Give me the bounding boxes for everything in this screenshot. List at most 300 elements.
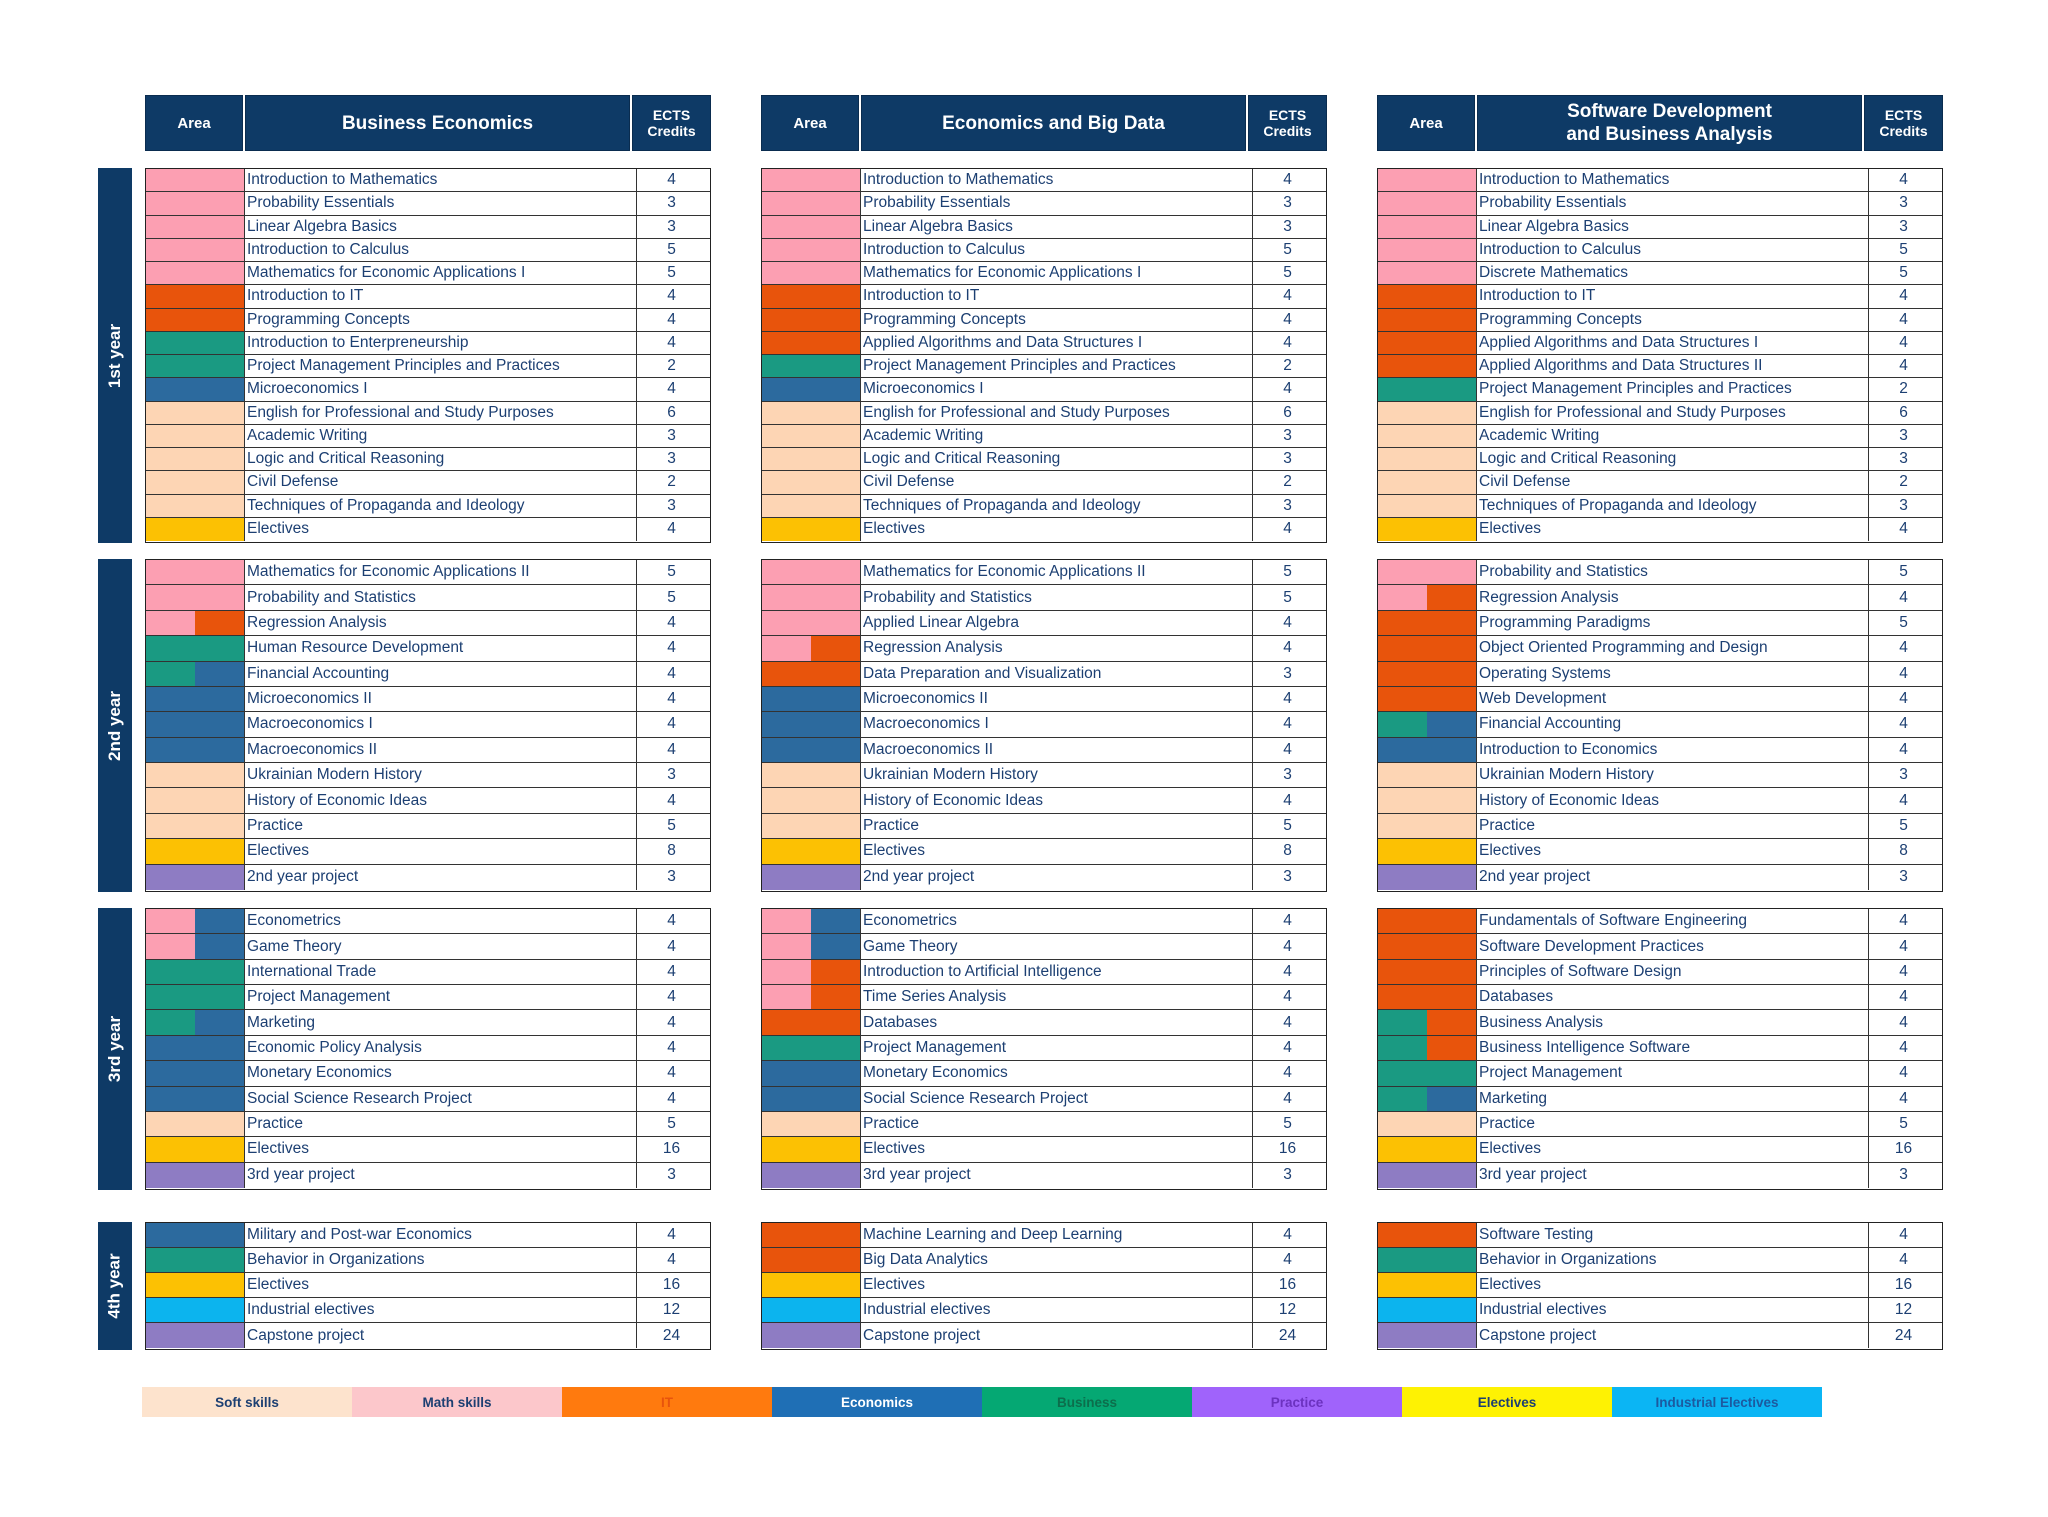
area-swatch: [811, 960, 860, 984]
area-swatch: [1378, 788, 1476, 812]
area-swatch: [146, 1137, 244, 1161]
course-name: Marketing: [244, 1010, 637, 1034]
course-credits: 4: [667, 380, 676, 398]
course-row: [762, 738, 1326, 763]
course-name: Project Management Principles and Practices: [244, 355, 637, 377]
area-swatch: [1378, 169, 1476, 191]
area-color-cell: [1378, 518, 1477, 541]
course-name: Electives: [244, 518, 637, 541]
area-swatch: [762, 662, 860, 686]
course-credits: 4: [667, 715, 676, 733]
year-label: [98, 1222, 132, 1350]
course-name: Financial Accounting: [244, 662, 637, 686]
course-credits: 4: [1899, 715, 1908, 733]
course-name: Industrial electives: [860, 1298, 1253, 1322]
course-credits: 4: [1899, 588, 1908, 606]
area-color-cell: [146, 960, 245, 984]
area-swatch: [1378, 262, 1476, 284]
program-title-text: [1566, 100, 1772, 146]
course-name: Regression Analysis: [860, 636, 1253, 660]
course-row: [762, 192, 1326, 215]
area-color-cell: [146, 1036, 245, 1060]
area-color-cell: [762, 839, 861, 863]
course-name: 2nd year project: [244, 865, 637, 890]
course-row: [1378, 865, 1942, 890]
legend-item: Industrial Electives: [1612, 1387, 1822, 1417]
course-name: Ukrainian Modern History: [244, 763, 637, 787]
course-row: [762, 402, 1326, 425]
year-label-text: 2nd year: [105, 690, 124, 761]
course-credits: 4: [1899, 664, 1908, 682]
area-swatch: [762, 169, 860, 191]
course-credits: 3: [1283, 766, 1292, 784]
area-swatch: [146, 1112, 244, 1136]
area-swatch: [1378, 738, 1476, 762]
course-row: [1378, 425, 1942, 448]
area-header: Area: [1377, 95, 1475, 151]
course-row: [762, 1323, 1326, 1348]
area-swatch: [1378, 216, 1476, 238]
area-color-cell: [762, 1137, 861, 1161]
area-color-cell: [1378, 402, 1477, 424]
area-color-cell: [1378, 934, 1477, 958]
area-swatch: [1378, 332, 1476, 354]
area-color-cell: [762, 471, 861, 493]
area-color-cell: [1378, 239, 1477, 261]
area-color-cell: [1378, 332, 1477, 354]
course-name: Regression Analysis: [1476, 585, 1869, 609]
program-title-line: Economics and Big Data: [942, 112, 1165, 134]
area-color-cell: [762, 495, 861, 517]
course-credits: 3: [1283, 664, 1292, 682]
area-color-cell: [1378, 560, 1477, 584]
course-name: Electives: [1476, 518, 1869, 541]
course-name: Probability and Statistics: [244, 585, 637, 609]
area-color-cell: [1378, 1323, 1477, 1348]
course-name: Programming Paradigms: [1476, 611, 1869, 635]
course-row: [146, 560, 710, 585]
course-row: [146, 712, 710, 737]
course-row: [762, 216, 1326, 239]
area-swatch: [146, 262, 244, 284]
course-row: [762, 839, 1326, 864]
course-credits: 4: [1283, 690, 1292, 708]
course-row: [146, 611, 710, 636]
course-name: Practice: [244, 814, 637, 838]
course-name: Macroeconomics I: [860, 712, 1253, 736]
area-color-cell: [762, 960, 861, 984]
course-name: Introduction to Enterpreneurship: [244, 332, 637, 354]
course-row: [762, 636, 1326, 661]
course-credits: 4: [1283, 1251, 1292, 1268]
area-color-cell: [762, 239, 861, 261]
area-color-cell: [1378, 738, 1477, 762]
course-name: Practice: [860, 814, 1253, 838]
course-name: Applied Linear Algebra: [860, 611, 1253, 635]
area-color-cell: [762, 636, 861, 660]
course-credits: 6: [1899, 403, 1908, 421]
course-credits: 5: [667, 240, 676, 258]
area-swatch: [762, 788, 860, 812]
area-swatch: [1378, 471, 1476, 493]
course-row: [1378, 1248, 1942, 1273]
area-color-cell: [762, 1112, 861, 1136]
course-name: Big Data Analytics: [860, 1248, 1253, 1272]
area-swatch: [1378, 611, 1476, 635]
area-swatch: [762, 332, 860, 354]
course-row: [146, 934, 710, 959]
area-swatch: [146, 1298, 244, 1322]
area-swatch: [1378, 495, 1476, 517]
legend-item: Practice: [1192, 1387, 1402, 1417]
area-color-cell: [146, 216, 245, 238]
area-swatch: [146, 763, 244, 787]
course-row: [146, 763, 710, 788]
area-swatch: [1378, 585, 1427, 609]
course-row: [1378, 1061, 1942, 1086]
area-color-cell: [1378, 169, 1477, 191]
course-name: Industrial electives: [244, 1298, 637, 1322]
area-color-cell: [146, 814, 245, 838]
area-color-cell: [762, 378, 861, 400]
area-color-cell: [762, 687, 861, 711]
course-credits: 24: [662, 1326, 681, 1344]
area-color-cell: [146, 738, 245, 762]
course-credits: 2: [667, 473, 676, 491]
course-name: Electives: [244, 839, 637, 863]
course-credits: 4: [667, 1038, 676, 1056]
course-name: Introduction to Economics: [1476, 738, 1869, 762]
area-swatch: [146, 687, 244, 711]
course-row: [762, 662, 1326, 687]
area-swatch: [762, 216, 860, 238]
course-name: Civil Defense: [244, 471, 637, 493]
course-name: Practice: [860, 1112, 1253, 1136]
area-swatch: [1378, 1137, 1476, 1161]
course-row: [762, 611, 1326, 636]
course-row: [762, 1248, 1326, 1273]
area-color-cell: [146, 471, 245, 493]
course-name: Human Resource Development: [244, 636, 637, 660]
course-name: Macroeconomics I: [244, 712, 637, 736]
course-row: [1378, 712, 1942, 737]
area-swatch: [1378, 1010, 1427, 1034]
area-swatch: [1378, 814, 1476, 838]
ects-line: ECTS: [1268, 107, 1307, 123]
course-row: [762, 1061, 1326, 1086]
area-color-cell: [762, 262, 861, 284]
area-swatch: [762, 560, 860, 584]
area-swatch: [762, 1112, 860, 1136]
area-color-cell: [762, 192, 861, 214]
area-swatch: [146, 355, 244, 377]
course-name: Electives: [1476, 1137, 1869, 1161]
course-name: Electives: [1476, 839, 1869, 863]
area-color-cell: [1378, 1137, 1477, 1161]
course-name: Electives: [860, 1273, 1253, 1297]
course-name: Applied Algorithms and Data Structures I: [1476, 332, 1869, 354]
course-credits: 5: [667, 563, 676, 581]
area-color-cell: [1378, 712, 1477, 736]
course-credits: 4: [1283, 1013, 1292, 1031]
area-swatch: [146, 712, 244, 736]
area-swatch: [146, 192, 244, 214]
course-row: [1378, 169, 1942, 192]
course-name: Object Oriented Programming and Design: [1476, 636, 1869, 660]
area-color-cell: [762, 814, 861, 838]
area-color-cell: [1378, 909, 1477, 933]
course-credits: 4: [667, 1251, 676, 1268]
course-credits: 4: [1899, 937, 1908, 955]
area-swatch: [811, 934, 860, 958]
course-row: [146, 1273, 710, 1298]
course-credits: 4: [1283, 310, 1292, 328]
course-credits: 5: [667, 264, 676, 282]
area-color-cell: [762, 1061, 861, 1085]
course-name: Linear Algebra Basics: [860, 216, 1253, 238]
area-color-cell: [762, 425, 861, 447]
area-color-cell: [146, 865, 245, 890]
course-credits: 4: [1283, 912, 1292, 930]
year-course-table: [761, 1222, 1327, 1350]
course-name: Behavior in Organizations: [1476, 1248, 1869, 1272]
year-label: [98, 908, 132, 1190]
area-color-cell: [146, 1010, 245, 1034]
course-row: [1378, 839, 1942, 864]
area-color-cell: [146, 839, 245, 863]
course-name: Probability and Statistics: [1476, 560, 1869, 584]
course-credits: 3: [1899, 868, 1908, 886]
course-credits: 4: [1899, 333, 1908, 351]
course-name: English for Professional and Study Purposes: [244, 402, 637, 424]
course-name: Mathematics for Economic Applications II: [860, 560, 1253, 584]
course-credits: 3: [667, 1166, 676, 1184]
area-color-cell: [762, 1298, 861, 1322]
area-color-cell: [1378, 763, 1477, 787]
area-color-cell: [1378, 1061, 1477, 1085]
legend-item: Soft skills: [142, 1387, 352, 1417]
course-name: Fundamentals of Software Engineering: [1476, 909, 1869, 933]
course-name: Logic and Critical Reasoning: [1476, 448, 1869, 470]
area-swatch: [1378, 1112, 1476, 1136]
ects-line: Credits: [647, 123, 696, 139]
course-name: Techniques of Propaganda and Ideology: [860, 495, 1253, 517]
course-row: [762, 518, 1326, 541]
area-color-cell: [146, 239, 245, 261]
course-name: Econometrics: [244, 909, 637, 933]
course-credits: 24: [1894, 1326, 1913, 1344]
course-credits: 12: [662, 1301, 681, 1318]
course-row: [762, 763, 1326, 788]
area-color-cell: [1378, 788, 1477, 812]
area-color-cell: [1378, 1010, 1477, 1034]
area-swatch: [762, 814, 860, 838]
course-name: Civil Defense: [1476, 471, 1869, 493]
course-row: [1378, 1137, 1942, 1162]
ects-header-text: [1879, 107, 1927, 139]
course-row: [762, 495, 1326, 518]
course-name: Business Intelligence Software: [1476, 1036, 1869, 1060]
area-swatch: [146, 1087, 244, 1111]
area-color-cell: [146, 495, 245, 517]
area-swatch: [762, 1036, 860, 1060]
course-row: [762, 1223, 1326, 1248]
area-color-cell: [762, 865, 861, 890]
area-color-cell: [1378, 425, 1477, 447]
area-color-cell: [146, 585, 245, 609]
program-title: [861, 95, 1246, 151]
area-swatch: [762, 687, 860, 711]
course-credits: 5: [1283, 264, 1292, 282]
area-swatch: [146, 239, 244, 261]
course-row: [762, 332, 1326, 355]
course-row: [146, 402, 710, 425]
area-swatch: [1378, 425, 1476, 447]
course-credits: 12: [1894, 1301, 1913, 1318]
course-row: [1378, 1223, 1942, 1248]
area-swatch: [762, 839, 860, 863]
area-swatch: [146, 169, 244, 191]
course-name: Software Development Practices: [1476, 934, 1869, 958]
course-row: [762, 687, 1326, 712]
course-credits: 4: [1899, 1038, 1908, 1056]
course-credits: 4: [667, 1013, 676, 1031]
course-name: Regression Analysis: [244, 611, 637, 635]
course-credits: 4: [1283, 1038, 1292, 1056]
area-legend: [142, 1387, 1822, 1417]
area-swatch: [1427, 585, 1476, 609]
area-color-cell: [146, 332, 245, 354]
area-color-cell: [762, 169, 861, 191]
area-swatch: [146, 934, 195, 958]
course-row: [146, 662, 710, 687]
course-row: [146, 585, 710, 610]
area-swatch: [762, 1298, 860, 1322]
area-color-cell: [146, 1273, 245, 1297]
course-credits: 4: [1899, 1064, 1908, 1082]
year-label-text: 1st year: [105, 323, 124, 388]
course-credits: 3: [667, 217, 676, 235]
course-row: [146, 355, 710, 378]
course-row: [146, 216, 710, 239]
area-color-cell: [1378, 1298, 1477, 1322]
area-swatch: [762, 378, 860, 400]
area-color-cell: [146, 309, 245, 331]
ects-line: Credits: [1263, 123, 1312, 139]
course-name: Programming Concepts: [1476, 309, 1869, 331]
course-credits: 3: [1283, 217, 1292, 235]
area-swatch: [1378, 1298, 1476, 1322]
area-color-cell: [762, 1010, 861, 1034]
course-credits: 4: [667, 740, 676, 758]
area-swatch: [1378, 1036, 1427, 1060]
course-credits: 5: [1283, 817, 1292, 835]
course-name: Probability Essentials: [1476, 192, 1869, 214]
area-color-cell: [762, 402, 861, 424]
course-name: Electives: [1476, 1273, 1869, 1297]
course-name: Project Management: [860, 1036, 1253, 1060]
course-row: [1378, 814, 1942, 839]
area-color-cell: [1378, 1163, 1477, 1188]
area-swatch: [146, 1036, 244, 1060]
area-color-cell: [1378, 309, 1477, 331]
course-row: [1378, 763, 1942, 788]
course-row: [146, 169, 710, 192]
course-row: [762, 960, 1326, 985]
area-color-cell: [762, 738, 861, 762]
course-row: [762, 355, 1326, 378]
course-row: [146, 865, 710, 890]
course-row: [1378, 636, 1942, 661]
year-course-table: [761, 559, 1327, 892]
course-credits: 6: [667, 403, 676, 421]
course-credits: 4: [1283, 333, 1292, 351]
course-row: [762, 585, 1326, 610]
area-color-cell: [762, 309, 861, 331]
course-row: [146, 1036, 710, 1061]
area-color-cell: [146, 763, 245, 787]
course-credits: 4: [1283, 171, 1292, 189]
course-row: [762, 560, 1326, 585]
area-swatch: [762, 1163, 860, 1188]
area-color-cell: [1378, 662, 1477, 686]
area-color-cell: [762, 216, 861, 238]
area-swatch: [1378, 839, 1476, 863]
area-swatch: [146, 1061, 244, 1085]
course-credits: 8: [1283, 842, 1292, 860]
area-swatch: [1378, 934, 1476, 958]
course-row: [146, 687, 710, 712]
course-credits: 2: [1283, 473, 1292, 491]
course-row: [762, 425, 1326, 448]
course-credits: 3: [1899, 1166, 1908, 1184]
course-name: Introduction to Artificial Intelligence: [860, 960, 1253, 984]
course-name: Software Testing: [1476, 1223, 1869, 1247]
course-credits: 4: [667, 520, 676, 538]
course-credits: 4: [1283, 962, 1292, 980]
course-row: [146, 1010, 710, 1035]
area-swatch: [762, 1137, 860, 1161]
course-row: [1378, 985, 1942, 1010]
course-name: Electives: [860, 1137, 1253, 1161]
course-name: Project Management Principles and Practices: [1476, 378, 1869, 400]
area-swatch: [146, 960, 244, 984]
course-name: Time Series Analysis: [860, 985, 1253, 1009]
course-name: Microeconomics II: [860, 687, 1253, 711]
course-row: [1378, 1298, 1942, 1323]
area-color-cell: [1378, 192, 1477, 214]
area-swatch: [762, 1323, 860, 1348]
program-title-text: [342, 112, 533, 135]
program-title: [1477, 95, 1862, 151]
course-credits: 16: [1278, 1140, 1297, 1158]
course-name: Capstone project: [244, 1323, 637, 1348]
course-row: [762, 239, 1326, 262]
course-row: [146, 788, 710, 813]
area-color-cell: [762, 1223, 861, 1247]
course-name: Macroeconomics II: [244, 738, 637, 762]
course-row: [762, 985, 1326, 1010]
course-name: Probability Essentials: [860, 192, 1253, 214]
course-name: History of Economic Ideas: [1476, 788, 1869, 812]
course-row: [1378, 1036, 1942, 1061]
area-swatch: [146, 560, 244, 584]
course-row: [146, 378, 710, 401]
area-swatch: [762, 309, 860, 331]
area-swatch: [195, 662, 244, 686]
area-swatch: [146, 1223, 244, 1247]
area-swatch: [762, 518, 860, 541]
